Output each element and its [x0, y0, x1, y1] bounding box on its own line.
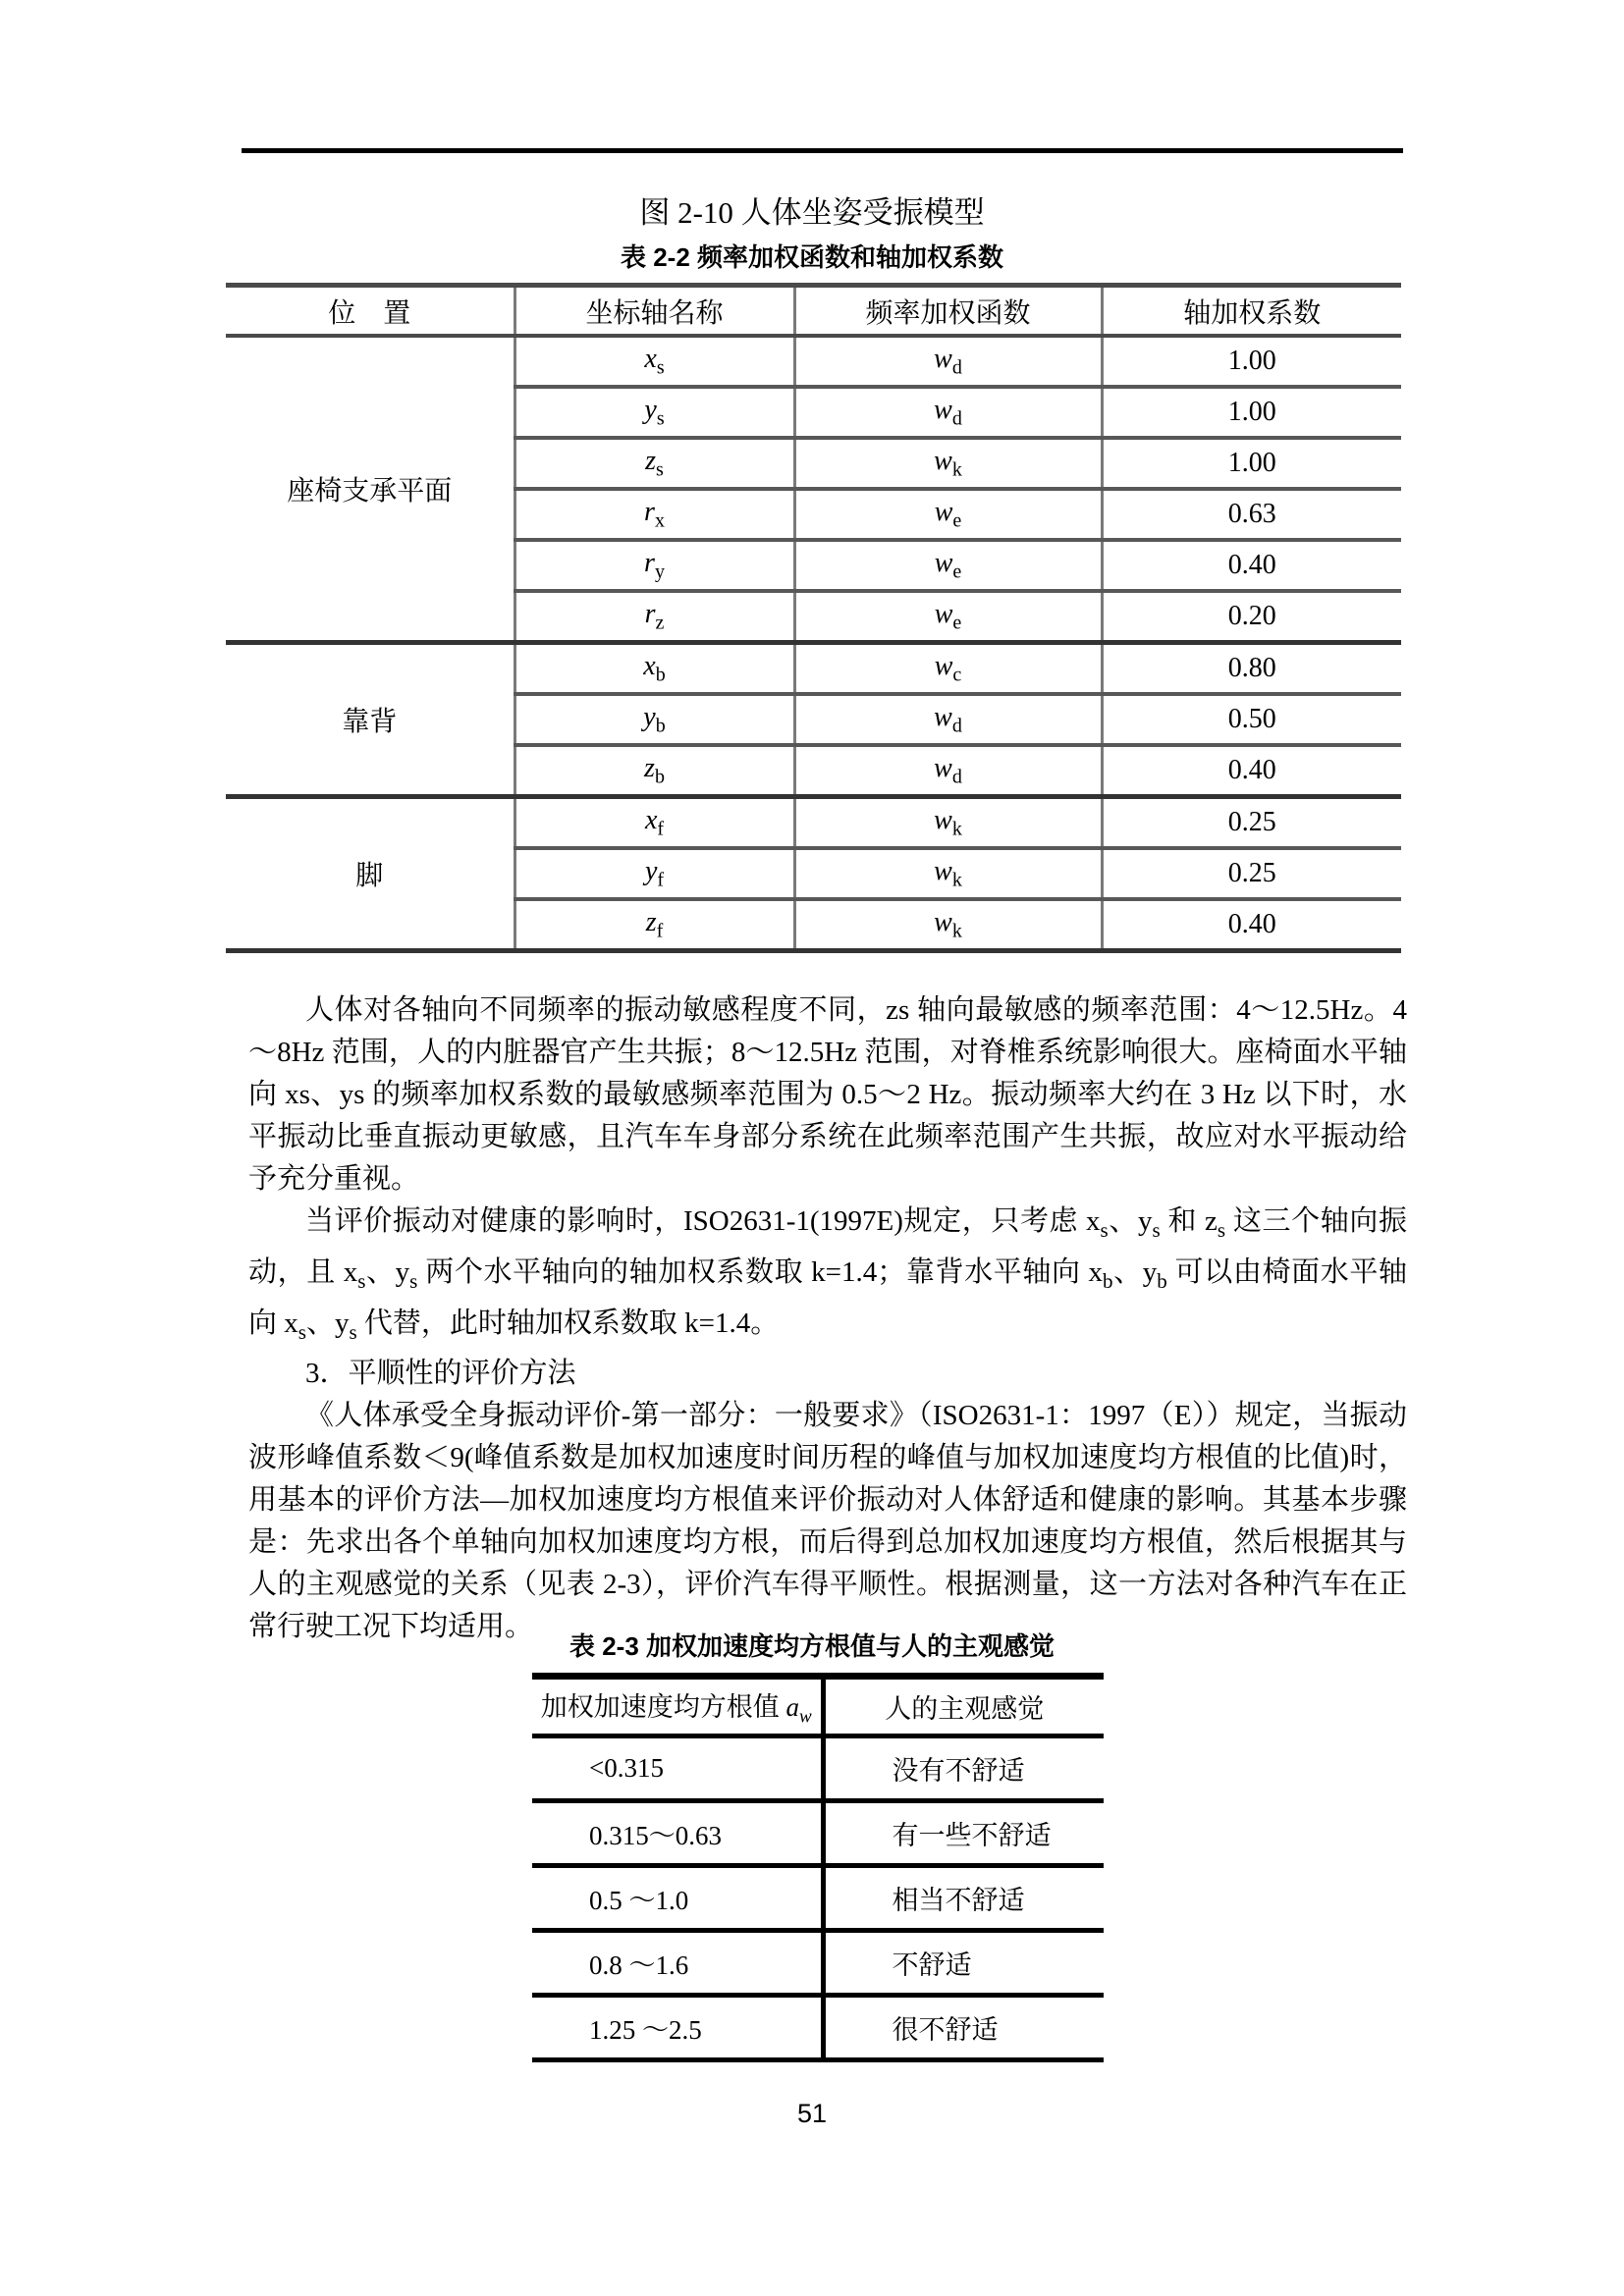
table-row — [532, 1736, 1104, 1801]
paragraph-2-text: 、y — [305, 1307, 350, 1339]
coefficient-cell: 0.25 — [1102, 797, 1401, 849]
paragraph-2-text: 可以由椅面水平轴向 x — [248, 1255, 1407, 1339]
weight-letter: w — [934, 752, 952, 783]
feeling-cell: 很不舒适 — [823, 1996, 1104, 2060]
table-header-row — [226, 286, 1401, 337]
coefficient-cell: 0.80 — [1102, 643, 1401, 695]
rms-header-label: 加权加速度均方根值 — [540, 1691, 786, 1722]
weighting-function-cell — [794, 643, 1102, 695]
coefficient-cell: 0.20 — [1102, 591, 1401, 643]
axis-cell — [514, 540, 794, 591]
axis-subscript: b — [655, 715, 666, 737]
axis-subscript: f — [656, 920, 664, 942]
weight-letter: w — [934, 547, 953, 578]
weight-subscript: e — [952, 509, 962, 532]
weighting-function-cell — [794, 797, 1102, 849]
coefficient-cell: 1.00 — [1102, 438, 1401, 489]
rms-range-cell: 0.315～0.63 — [532, 1801, 823, 1866]
weight-subscript: d — [951, 766, 962, 788]
coefficient-cell: 0.40 — [1102, 540, 1401, 591]
axis-subscript: z — [655, 612, 665, 634]
feeling-cell: 有一些不舒适 — [823, 1801, 1104, 1866]
table-row — [532, 1801, 1104, 1866]
weight-subscript: k — [951, 869, 962, 891]
weighting-function-cell — [794, 745, 1102, 797]
weight-letter: w — [934, 496, 953, 527]
axis-letter: y — [644, 394, 657, 425]
table-row — [532, 1996, 1104, 2060]
rms-variable-subscript: w — [799, 1706, 812, 1728]
weight-letter: w — [934, 343, 952, 374]
axis-subscript: y — [654, 561, 665, 583]
coefficient-cell: 0.40 — [1102, 745, 1401, 797]
section-heading: 3．平顺性的评价方法 — [305, 1358, 576, 1390]
subscript: b — [1103, 1268, 1113, 1293]
position-cell-backrest: 靠背 — [226, 643, 514, 797]
paragraph-2-text: 当评价振动对健康的影响时，ISO2631-1(1997E)规定，只考虑 x — [305, 1205, 1101, 1237]
column-header-axis-coefficient: 轴加权系数 — [1102, 286, 1401, 337]
subscript: s — [357, 1268, 366, 1293]
column-header-rms-value — [532, 1677, 823, 1736]
axis-subscript: b — [655, 664, 666, 686]
column-header-subjective-feeling: 人的主观感觉 — [823, 1677, 1104, 1736]
axis-letter: z — [645, 906, 657, 937]
column-header-position: 位 置 — [226, 286, 514, 337]
axis-letter: r — [644, 598, 656, 629]
page-number: 51 — [796, 2099, 828, 2128]
axis-cell — [514, 848, 794, 899]
rms-range-cell: 0.8 ～1.6 — [532, 1931, 823, 1996]
subscript: s — [1100, 1217, 1109, 1242]
table-2-2 — [226, 283, 1401, 953]
paragraph-2-text: 这三个轴向振动，且 x — [248, 1205, 1407, 1288]
subscript: b — [1157, 1268, 1167, 1293]
axis-subscript: s — [656, 407, 665, 430]
axis-letter: r — [644, 547, 655, 578]
coefficient-cell: 0.40 — [1102, 899, 1401, 951]
table-row — [532, 1866, 1104, 1931]
axis-subscript: b — [654, 766, 665, 788]
axis-cell — [514, 694, 794, 745]
position-cell-seat: 座椅支承平面 — [226, 336, 514, 643]
weighting-function-cell — [794, 438, 1102, 489]
feeling-cell: 不舒适 — [823, 1931, 1104, 1996]
paragraph-2-text: 、y — [365, 1255, 410, 1288]
table-header-row — [532, 1677, 1104, 1736]
axis-cell — [514, 336, 794, 387]
paragraph-3: 《人体承受全身振动评价-第一部分：一般要求》（ISO2631-1：1997（E））规定，当振动波形峰值系数＜9(峰值系数是加权加速度时间历程的峰值与加权加速度均方根值的比值)时，用基本的评价方法—加权加速度均方根值来评价振动对人体舒适和健康的影响。其基本步骤是：先求出各个单轴向加权加速度均方根，而后得到总加权加速度均方根值，然后根据其与人的主观感觉的关系（见表 2-3），评价汽车得平顺性。根据测量，这一方法对各种汽车在正常行驶工况下均适用。 — [248, 1400, 1407, 1643]
axis-letter: x — [644, 804, 658, 835]
feeling-cell: 没有不舒适 — [823, 1736, 1104, 1801]
weight-subscript: c — [952, 664, 962, 686]
table-row — [226, 643, 1401, 695]
column-header-axis: 坐标轴名称 — [514, 286, 794, 337]
weight-letter: w — [934, 804, 952, 835]
header-rule — [242, 148, 1403, 153]
weight-letter: w — [934, 650, 953, 681]
weight-letter: w — [934, 445, 952, 476]
weighting-function-cell — [794, 848, 1102, 899]
axis-cell — [514, 643, 794, 695]
coefficient-cell: 1.00 — [1102, 387, 1401, 438]
paragraph-2-text: 和 z — [1160, 1205, 1218, 1237]
weighting-function-cell — [794, 899, 1102, 951]
subscript: s — [409, 1268, 418, 1293]
weight-letter: w — [934, 855, 952, 886]
axis-letter: x — [644, 343, 657, 374]
coefficient-cell: 0.25 — [1102, 848, 1401, 899]
axis-letter: x — [643, 650, 656, 681]
weight-subscript: k — [951, 458, 962, 481]
axis-subscript: s — [656, 458, 664, 481]
table-row — [226, 336, 1401, 387]
axis-cell — [514, 745, 794, 797]
weight-subscript: k — [951, 920, 962, 942]
rms-range-cell: 1.25 ～2.5 — [532, 1996, 823, 2060]
weighting-function-cell — [794, 540, 1102, 591]
subscript: s — [349, 1319, 357, 1344]
weight-subscript: k — [951, 818, 962, 840]
table-row — [532, 1931, 1104, 1996]
table-2-2-caption: 表 2-2 频率加权函数和轴加权系数 — [620, 242, 1004, 272]
paragraph-2-text: 两个水平轴向的轴加权系数取 k=1.4；靠背水平轴向 x — [417, 1255, 1103, 1288]
axis-subscript: x — [654, 509, 665, 532]
weight-subscript: e — [952, 561, 962, 583]
table-2-3-caption: 表 2-3 加权加速度均方根值与人的主观感觉 — [568, 1631, 1056, 1661]
paragraph-2-text: 、y — [1108, 1205, 1153, 1237]
coefficient-cell: 0.63 — [1102, 489, 1401, 540]
axis-subscript: f — [657, 818, 665, 840]
paragraph-1: 人体对各轴向不同频率的振动敏感程度不同，zs 轴向最敏感的频率范围：4～12.5Hz。4～8Hz 范围，人的内脏器官产生共振；8～12.5Hz 范围，对脊椎系统影响很大。座椅面水平轴向 xs、ys 的频率加权系数的最敏感频率范围为 0.5～2 Hz。振动频率大约在 3 Hz 以下时，水平振动比垂直振动更敏感，且汽车车身部分系统在此频率范围产生共振，故应对水平振动给予充分重视。 — [248, 994, 1407, 1195]
axis-letter: y — [643, 701, 656, 732]
weight-letter: w — [934, 598, 953, 629]
column-header-weighting-function: 频率加权函数 — [794, 286, 1102, 337]
subscript: s — [298, 1319, 306, 1344]
coefficient-cell: 1.00 — [1102, 336, 1401, 387]
position-cell-feet: 脚 — [226, 797, 514, 951]
table-2-3 — [532, 1673, 1104, 2062]
axis-cell — [514, 797, 794, 849]
weight-subscript: d — [951, 407, 962, 430]
weighting-function-cell — [794, 489, 1102, 540]
weight-letter: w — [934, 906, 952, 937]
weight-letter: w — [934, 394, 952, 425]
axis-letter: y — [644, 855, 658, 886]
axis-cell — [514, 438, 794, 489]
axis-letter: z — [645, 445, 657, 476]
weight-subscript: e — [952, 612, 962, 634]
paragraph-2 — [248, 1201, 1407, 1353]
table-row — [226, 797, 1401, 849]
paragraph-2-text: 代替，此时轴加权系数取 k=1.4。 — [356, 1307, 780, 1339]
weight-subscript: d — [951, 715, 962, 737]
axis-subscript: s — [656, 356, 665, 379]
paragraph-2-text: 、y — [1112, 1255, 1158, 1288]
axis-cell — [514, 387, 794, 438]
axis-letter: z — [644, 752, 655, 783]
rms-variable: a — [785, 1691, 800, 1722]
weighting-function-cell — [794, 694, 1102, 745]
subscript: s — [1152, 1217, 1161, 1242]
weight-subscript: d — [951, 356, 962, 379]
figure-caption: 图 2-10 人体坐姿受振模型 — [639, 195, 985, 230]
axis-subscript: f — [657, 869, 665, 891]
rms-range-cell: 0.5 ～1.0 — [532, 1866, 823, 1931]
rms-range-cell: <0.315 — [532, 1736, 823, 1801]
axis-letter: r — [644, 496, 655, 527]
subscript: s — [1217, 1217, 1226, 1242]
coefficient-cell: 0.50 — [1102, 694, 1401, 745]
axis-cell — [514, 591, 794, 643]
body-text — [248, 989, 1407, 1648]
feeling-cell: 相当不舒适 — [823, 1866, 1104, 1931]
weight-letter: w — [934, 701, 952, 732]
axis-cell — [514, 489, 794, 540]
weighting-function-cell — [794, 387, 1102, 438]
weighting-function-cell — [794, 591, 1102, 643]
weighting-function-cell — [794, 336, 1102, 387]
axis-cell — [514, 899, 794, 951]
